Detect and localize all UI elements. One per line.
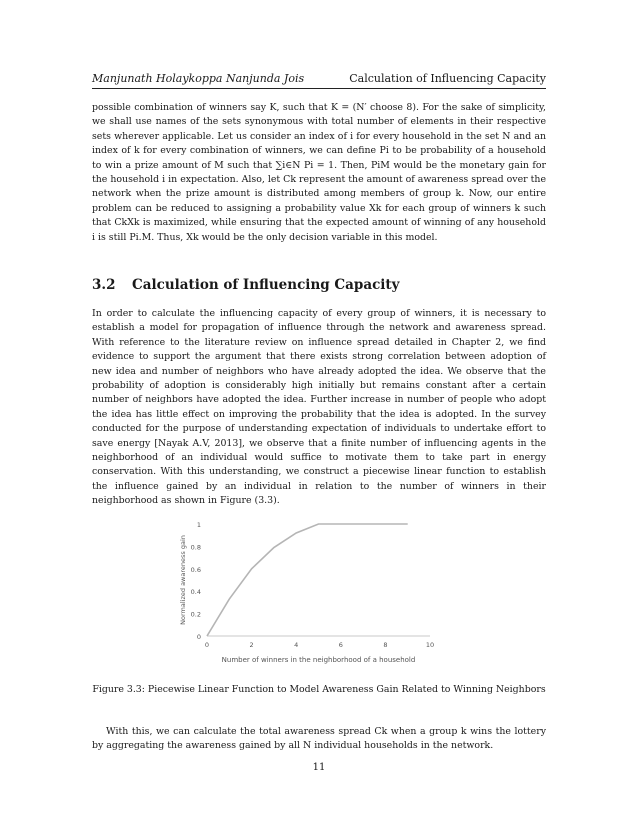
paragraph-2: In order to calculate the influencing capacity of every group of winners, it is necessary to establish a model for propagation of influence through the network and awareness spread. With reference to the literature review on influence spread detailed in Chapter 2, we find evidence to support the argument that there exists strong correlation between adoption of new idea and number of neighbors who have already adopted the idea. We observe that the probability of adoption is considerably high initially but remains constant after a certain number of neighbors have adopted the idea. Further increase in number of people who adopt the idea has little effect on improving the probability that the idea is adopted. In the survey conducted for the purpose of understanding expectation of individuals to undertake effort to save energy [Nayak A.V, 2013], we observe that a finite number of influencing agents in the neighborhood of an individual would suffice to motivate them to take part in energy conservation. With this understanding, we construct a piecewise linear function to establish the influence gained by an individual in relation to the number of winners in their neighborhood as shown in Figure (3.3). (92, 308, 546, 507)
section-number: 3.2 (92, 277, 116, 293)
paragraph-1: possible combination of winners say K, such that K = (N′ choose 8). For the sake of simplicity, we shall use names of the sets synonymous with total number of elements in their respective sets wherever applicable. Let us consider an index of i for every household in the set N and an index of k for every combination of winners, we can define Pi to be probability of a household to win a prize amount of M such that ∑i∈N Pi = 1. Then, PiM would be the monetary gain for the household i in expectation. Also, let Ck represent the amount of awareness spread over the network when the prize amount is distributed among members of group k. Now, our entire problem can be reduced to assigning a probability value Xk for each group of winners k such that CkXk is maximized, while ensuring that the expected amount of winning of any household i is still Pi.M. Thus, Xk would be the only decision variable in this model. (92, 102, 546, 243)
y-tick-label: 0.2 (190, 610, 201, 619)
header-title: Calculation of Influencing Capacity (349, 72, 546, 85)
x-axis-label: Number of winners in the neighborhood of a household (221, 656, 416, 664)
figure-caption: Figure 3.3: Piecewise Linear Function to Model Awareness Gain Related to Winning Neighbors (92, 684, 546, 695)
x-tick-label: 8 (383, 641, 388, 649)
x-tick-label: 6 (338, 641, 343, 649)
x-tick-label: 10 (425, 641, 435, 649)
section-title: Calculation of Influencing Capacity (132, 277, 400, 293)
section-heading (92, 277, 400, 293)
running-header (92, 72, 546, 88)
awareness-gain-chart (175, 512, 465, 672)
x-tick-label: 0 (204, 641, 210, 649)
y-tick-label: 0 (196, 633, 201, 641)
header-author: Manjunath Holaykoppa Nanjunda Jois (92, 72, 305, 85)
page-number: 11 (312, 762, 326, 773)
y-tick-label: 1 (196, 521, 201, 529)
paragraph-3: With this, we can calculate the total awareness spread Ck when a group k wins the lottery by aggregating the awareness gained by all N individual households in the network. (92, 726, 546, 752)
y-tick-label: 0.4 (190, 588, 201, 597)
y-tick-label: 0.8 (190, 543, 201, 552)
header-rule (92, 88, 546, 89)
y-axis-label: Normalized awareness gain (179, 535, 187, 625)
x-tick-label: 2 (249, 641, 254, 649)
series-line (207, 524, 408, 636)
y-tick-label: 0.6 (190, 565, 201, 574)
x-tick-label: 4 (294, 641, 299, 649)
